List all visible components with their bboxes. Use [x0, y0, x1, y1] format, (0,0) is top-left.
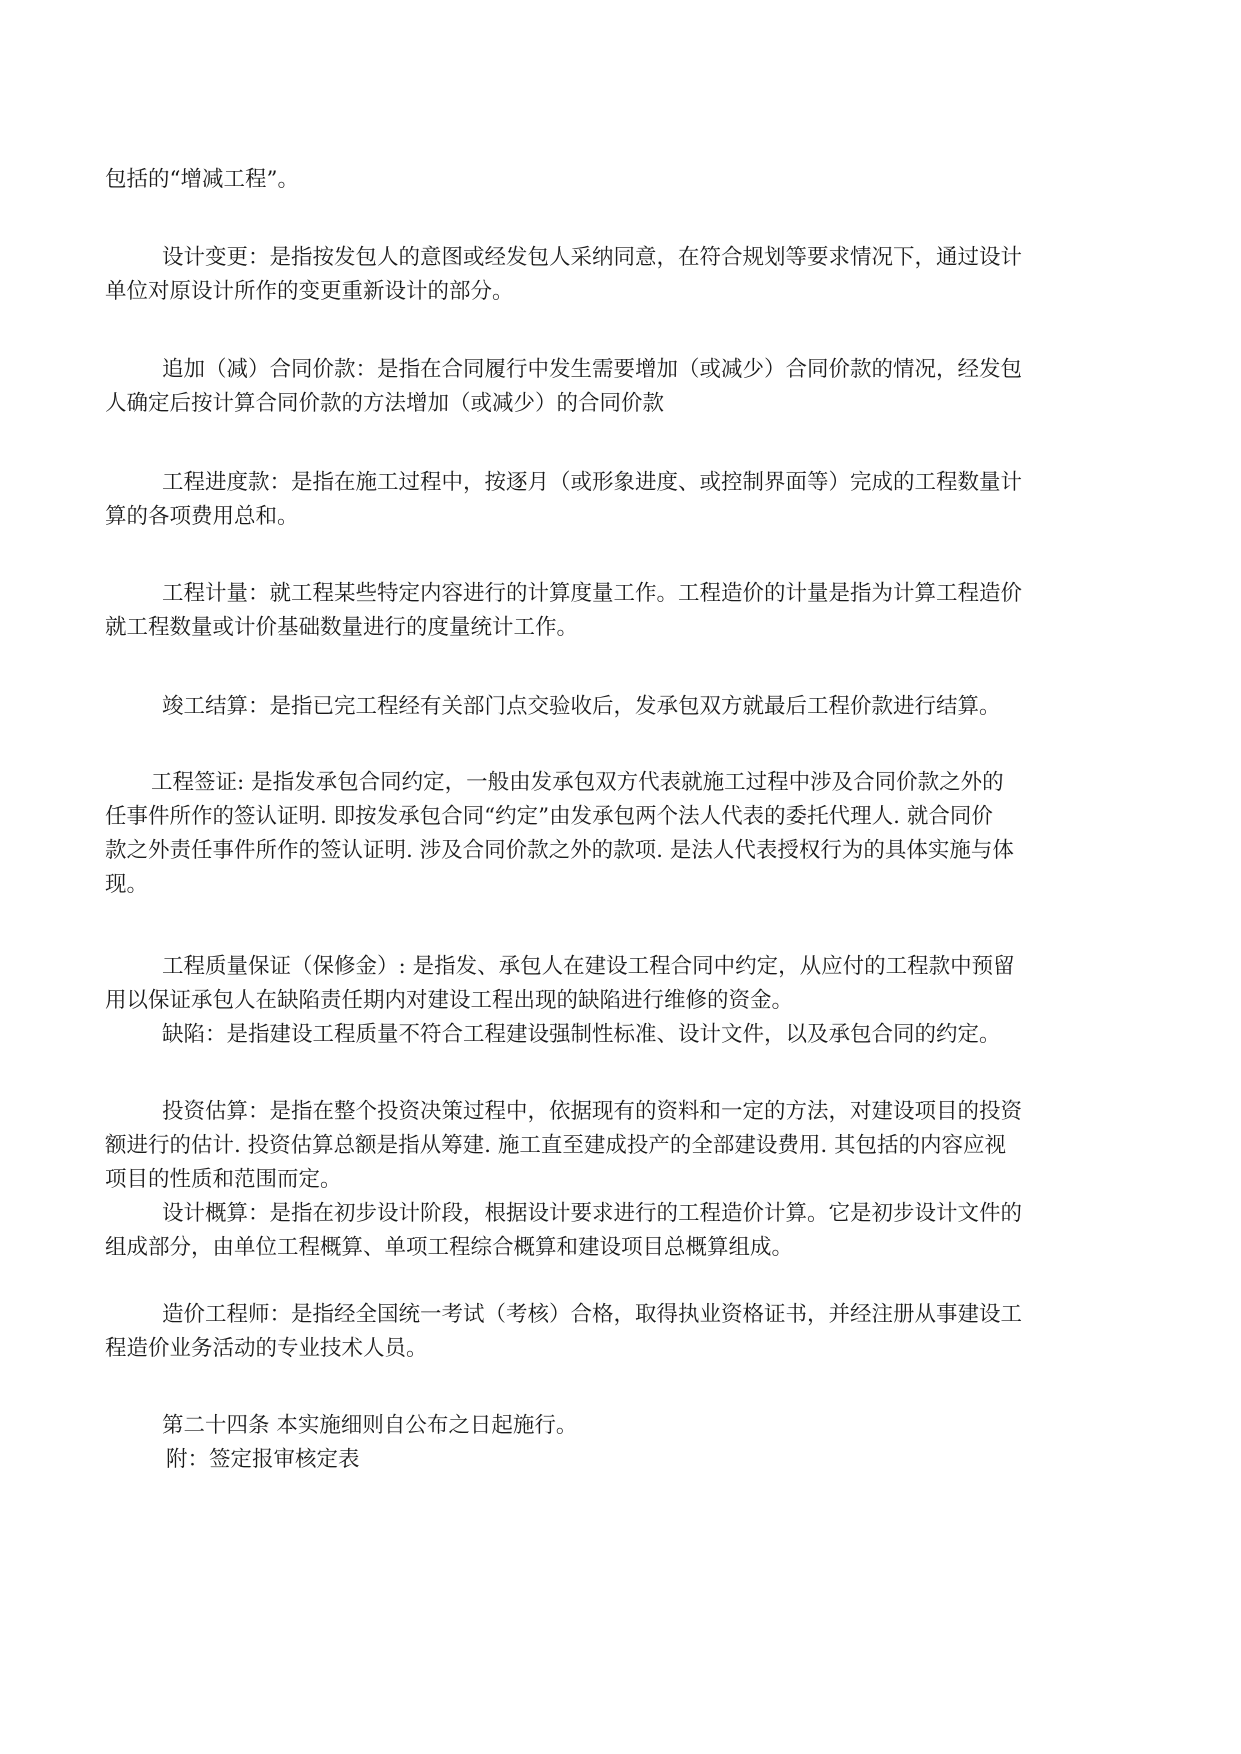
text-line: 工程进度款：是指在施工过程中，按逐月（或形象进度、或控制界面等）完成的工程数量计 — [162, 470, 1023, 495]
text-line: 追加（减）合同价款：是指在合同履行中发生需要增加（或减少）合同价款的情况，经发包 — [162, 357, 1023, 382]
text-line: 投资估算：是指在整个投资决策过程中，依据现有的资料和一定的方法，对建设项目的投资 — [162, 1099, 1023, 1124]
text-line: 款之外责任事件所作的签认证明. 涉及合同价款之外的款项. 是法人代表授权行为的具体实施与体 — [105, 838, 1014, 863]
text-line: 设计变更：是指按发包人的意图或经发包人采纳同意，在符合规划等要求情况下，通过设计 — [162, 245, 1023, 270]
paragraph-contract-price-adjustment — [105, 353, 1137, 421]
paragraph-measurement — [105, 577, 1137, 645]
paragraph-investment-estimate — [105, 1095, 1137, 1265]
text-line: 额进行的估计. 投资估算总额是指从筹建. 施工直至建成投产的全部建设费用. 其包括的内容应视 — [105, 1133, 1007, 1158]
text-line: 工程签证: 是指发承包合同约定，一般由发承包双方代表就施工过程中涉及合同价款之外的 — [151, 770, 1004, 795]
text-line: 任事件所作的签认证明. 即按发承包合同“约定”由发承包两个法人代表的委托代理人. 就合同价 — [105, 804, 993, 829]
text-line: 算的各项费用总和。 — [105, 504, 299, 529]
text-line: 就工程数量或计价基础数量进行的度量统计工作。 — [105, 615, 579, 640]
paragraph-article-24 — [105, 1409, 1137, 1477]
text-line: 组成部分，由单位工程概算、单项工程综合概算和建设项目总概算组成。 — [105, 1235, 794, 1260]
text-line: 附：签定报审核定表 — [166, 1447, 360, 1472]
text-line: 工程计量：就工程某些特定内容进行的计算度量工作。工程造价的计量是指为计算工程造价 — [162, 581, 1023, 606]
paragraph-intro — [105, 163, 1137, 197]
text-line: 造价工程师：是指经全国统一考试（考核）合格，取得执业资格证书，并经注册从事建设工 — [162, 1302, 1023, 1327]
paragraph-cost-engineer — [105, 1298, 1137, 1366]
paragraph-design-change — [105, 241, 1137, 309]
text-line: 竣工结算：是指已完工程经有关部门点交验收后，发承包双方就最后工程价款进行结算。 — [162, 694, 1001, 719]
text-line: 用以保证承包人在缺陷责任期内对建设工程出现的缺陷进行维修的资金。 — [105, 988, 794, 1013]
paragraph-final-settlement — [105, 690, 1137, 724]
text-line: 缺陷：是指建设工程质量不符合工程建设强制性标准、设计文件，以及承包合同的约定。 — [162, 1022, 1001, 1047]
text-line: 程造价业务活动的专业技术人员。 — [105, 1336, 428, 1361]
paragraph-progress-payment — [105, 466, 1137, 534]
paragraph-site-visa — [105, 766, 1137, 902]
text-line: 现。 — [105, 872, 149, 897]
paragraph-quality-guarantee — [105, 950, 1137, 1052]
text-line: 人确定后按计算合同价款的方法增加（或减少）的合同价款 — [105, 391, 665, 416]
text-line: 包括的“增减工程”。 — [105, 167, 299, 192]
text-line: 项目的性质和范围而定。 — [105, 1167, 342, 1192]
text-line: 设计概算：是指在初步设计阶段，根据设计要求进行的工程造价计算。它是初步设计文件的 — [162, 1201, 1023, 1226]
text-line: 单位对原设计所作的变更重新设计的部分。 — [105, 279, 514, 304]
text-line: 第二十四条 本实施细则自公布之日起施行。 — [162, 1413, 578, 1438]
text-line: 工程质量保证（保修金）: 是指发、承包人在建设工程合同中约定，从应付的工程款中预留 — [162, 954, 1015, 979]
